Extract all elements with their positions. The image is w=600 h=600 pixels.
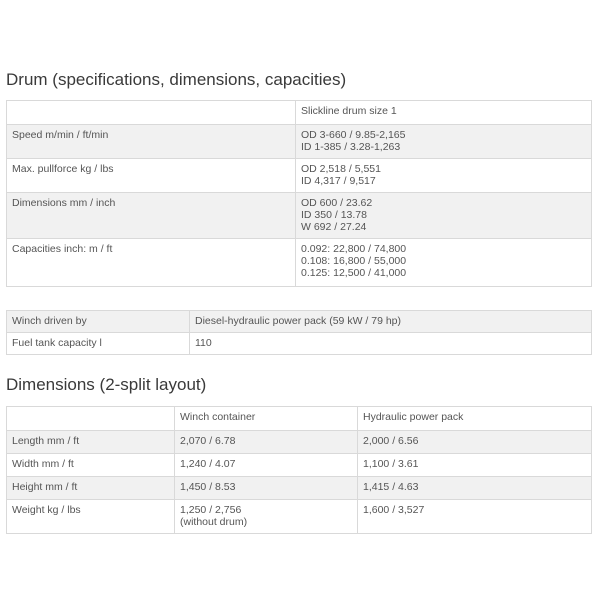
value-line: OD 2,518 / 5,551 [301,163,381,175]
winch-container-value: 2,070 / 6.78 [175,431,358,454]
row-label: Winch driven by [7,311,190,333]
row-value [296,239,592,287]
table-row [7,454,592,477]
value-line: ID 350 / 13.78 [301,209,367,221]
row-label: Max. pullforce kg / lbs [7,159,296,193]
row-label: Width mm / ft [7,454,175,477]
value-line: OD 3-660 / 9.85-2,165 [301,129,406,141]
table-row [7,193,592,239]
value-line: OD 600 / 23.62 [301,197,373,209]
power-pack-value: 1,600 / 3,527 [358,500,592,534]
table-header-cell [7,101,296,125]
value-line: ID 4,317 / 9,517 [301,175,376,187]
row-value [296,159,592,193]
table-row [7,431,592,454]
row-label: Fuel tank capacity l [7,333,190,355]
table-row [7,311,592,333]
table-row [7,333,592,355]
drum-spec-table [6,100,592,287]
table-row [7,239,592,287]
row-value: 110 [190,333,592,355]
drum-section-title: Drum (specifications, dimensions, capacities) [6,70,347,89]
table-row [7,500,592,534]
winch-container-value: 1,450 / 8.53 [175,477,358,500]
value-line: (without drum) [180,516,248,528]
value-line: W 692 / 27.24 [301,221,367,233]
table-header-cell [7,407,175,431]
row-label: Height mm / ft [7,477,175,500]
value-line: 1,250 / 2,756 [180,504,242,516]
winch-container-value [175,500,358,534]
row-label: Length mm / ft [7,431,175,454]
row-value [296,125,592,159]
table-header-row [7,101,592,125]
row-label: Speed m/min / ft/min [7,125,296,159]
table-header-cell: Hydraulic power pack [358,407,592,431]
value-line: 0.108: 16,800 / 55,000 [301,255,407,267]
table-row [7,477,592,500]
dimensions-section-title: Dimensions (2-split layout) [6,375,207,394]
value-line: 0.125: 12,500 / 41,000 [301,267,407,279]
row-label: Dimensions mm / inch [7,193,296,239]
row-label: Capacities inch: m / ft [7,239,296,287]
row-value [296,193,592,239]
power-pack-value: 1,100 / 3.61 [358,454,592,477]
table-header-cell: Winch container [175,407,358,431]
dimensions-table [6,406,592,534]
row-value: Diesel-hydraulic power pack (59 kW / 79 hp) [190,311,592,333]
value-line: ID 1-385 / 3.28-1,263 [301,141,401,153]
table-row [7,159,592,193]
power-pack-value: 2,000 / 6.56 [358,431,592,454]
power-table [6,310,592,355]
value-line: 0.092: 22,800 / 74,800 [301,243,407,255]
table-row [7,125,592,159]
winch-container-value: 1,240 / 4.07 [175,454,358,477]
power-pack-value: 1,415 / 4.63 [358,477,592,500]
row-label: Weight kg / lbs [7,500,175,534]
table-header-row [7,407,592,431]
table-header-cell: Slickline drum size 1 [296,101,592,125]
